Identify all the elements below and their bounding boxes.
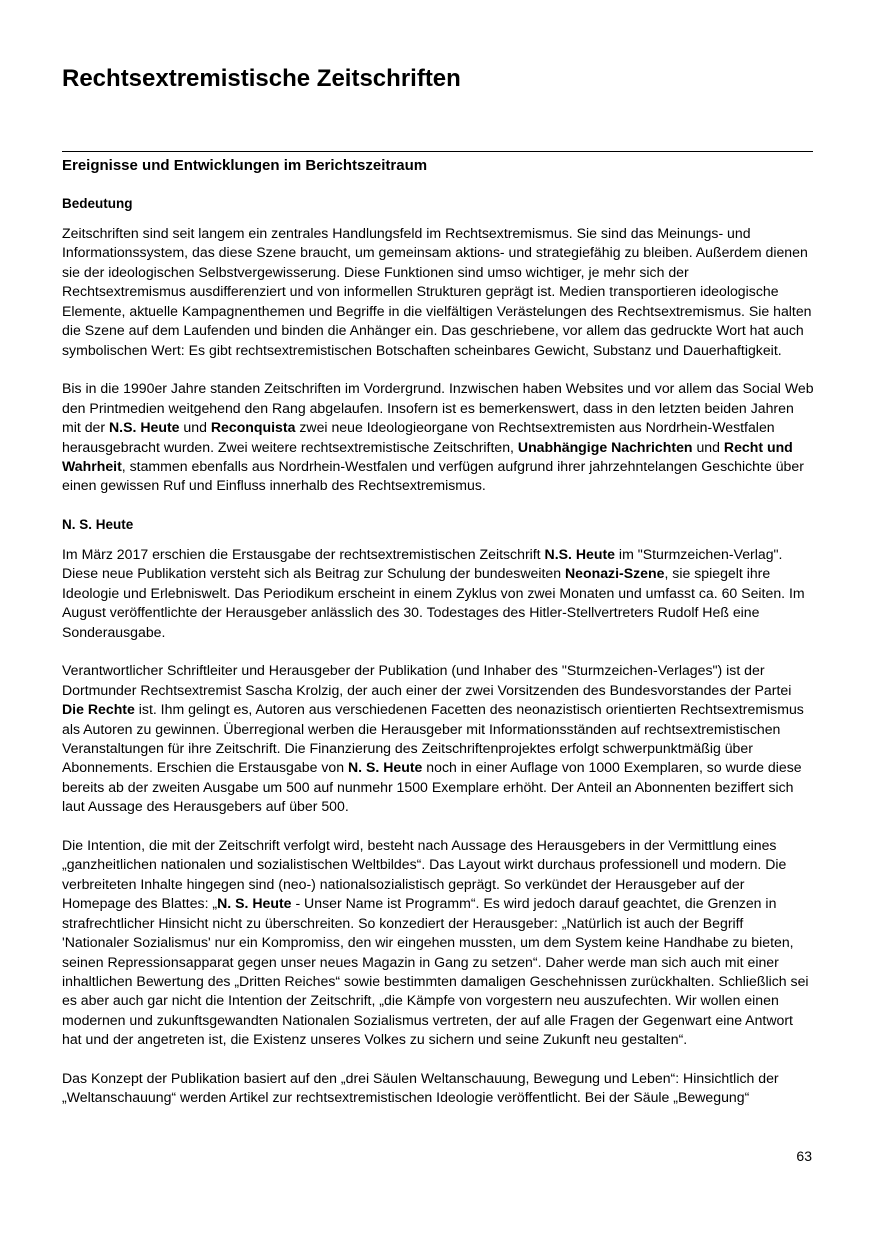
text-run: Bis in die 1990er Jahre standen Zeitschriften im Vordergrund. Inzwischen haben Websites und vor allem das Social Web den Printmedien weitgehend den Rang abgelaufen. Insofern ist es bemerkenswert, dass in den letzten beiden Jahren mit der [62,380,814,436]
document-body [62,194,814,1127]
text-run: und [692,438,724,455]
emphasized-term: N.S. Heute [109,419,180,436]
text-run: noch in einer Auflage von 1000 Exemplaren, so wurde diese bereits ab der zweiten Ausgabe um 500 auf nunmehr 1500 Exemplare erhöht. Der Anteil an Abonnenten beziffert sich laut Aussage des Herausgebers auf über 500. [62,759,802,815]
emphasized-term: Reconquista [210,419,296,436]
emphasized-term: N.S. Heute [544,545,616,562]
paragraph [62,836,814,1050]
text-run: im "Sturmzeichen-Verlag". Diese neue Publikation versteht sich als Beitrag zur Schulung der bundesweiten [62,545,783,582]
paragraph [62,661,814,817]
text-run: - Unser Name ist Programm“. Es wird jedoch darauf geachtet, die Grenzen in strafrechtlicher Hinsicht nicht zu überschreiten. So konzediert der Herausgeber: „Natürlich ist auch der Begriff 'Nationaler Sozialismus' nur ein Kompromiss, den wir eingehen mussten, um dem System keine Handhabe zu bieten, seinen Repressionsapparat gegen unser neues Magazin in Gang zu setzen“. Daher werde man sich auch mit einer inhaltlichen Bewertung des „Dritten Reiches“ sowie bestimmten damaligen Geschehnissen zurückhalten. Schließlich sei es aber auch gar nicht die Intention der Zeitschrift, „die Kämpfe von vorgestern neu auszufechten. Wir wollen einen modernen und zukunftsgewandten Nationalen Sozialismus vertreten, der auf alle Fragen der Gegenwart eine Antwort hat und der angetreten ist, die Existenz unseres Volkes zu sichern und seine Zukunft neu gestalten“. [62,895,809,1048]
emphasized-term: N. S. Heute [217,895,292,912]
page-title: Rechtsextremistische Zeitschriften [62,65,461,92]
emphasized-term: Neonazi-Szene [564,565,665,582]
heading-divider [62,151,813,152]
text-run: Das Konzept der Publikation basiert auf den „drei Säulen Weltanschauung, Bewegung und Leben“: Hinsichtlich der „Weltanschauung“ werden Artikel zur rechtsextremistischen Ideologie veröffentlicht. Bei der Säule „Bewegung“ [62,1069,779,1106]
emphasized-term: Recht und Wahrheit [62,438,793,474]
text-run: Verantwortlicher Schriftleiter und Herausgeber der Publikation (und Inhaber des "Sturmzeichen-Verlages") ist der Dortmunder Rechtsextremist Sascha Krolzig, der auch einer der zwei Vorsitzenden des Bundesvorstandes der Partei [62,662,792,698]
paragraph [62,1069,814,1108]
subheading: N. S. Heute [62,516,134,532]
text-run: , stammen ebenfalls aus Nordrhein-Westfalen und verfügen aufgrund ihrer jahrzehntelangen Geschichte über einen gewissen Ruf und Einfluss innerhalb des Rechtsextremismus. [62,457,804,494]
text-run: ist. Ihm gelingt es, Autoren aus verschiedenen Facetten des neonazistisch orientierten Rechtsextremismus als Autoren zu gewinnen. Überregional werben die Herausgeber mit Informationsständen auf rechtsextremistischen Veranstaltungen für ihre Zeitschrift. Die Finanzierung des Zeitschriftenprojektes erfolgt schwerpunktmäßig über Abonnements. Erschien die Erstausgabe von [62,701,804,776]
text-run: Die Intention, die mit der Zeitschrift verfolgt wird, besteht nach Aussage des Herausgebers in der Vermittlung eines „ganzheitlichen nationalen und sozialistischen Weltbildes“. Das Layout wirkt durchaus professionell und modern. Die verbreiteten Inhalte hingegen sind (neo-) nationalsozialistisch geprägt. So verkündet der Herausgeber auf der Homepage des Blattes: „ [62,836,787,912]
text-run: Im März 2017 erschien die Erstausgabe der rechtsextremistischen Zeitschrift [62,545,545,562]
subheading: Bedeutung [62,196,133,211]
emphasized-term: N. S. Heute [347,759,423,776]
paragraph [62,545,814,642]
text-run: Zeitschriften sind seit langem ein zentrales Handlungsfeld im Rechtsextremismus. Sie sind das Meinungs- und Informationssystem, das diese Szene braucht, um gemeinsam aktions- und strategiefähig zu bleiben. Außerdem dienen sie der ideologischen Selbstvergewisserung. Diese Funktionen sind umso wichtiger, je mehr sich der Rechtsextremismus ausdifferenziert und von informellen Strukturen geprägt ist. Medien transportieren ideologische Elemente, aktuelle Kampagnenthemen und Begriffe in die vielfältigen Verästelungen des Rechtsextremismus. Sie halten die Szene auf dem Laufenden und binden die Anhänger ein. Das geschriebene, vor allem das gedruckte Wort hat auch symbolischen Wert: Es gibt rechtsextremistischen Botschaften scheinbares Gewicht, Substanz und Dauerhaftigkeit. [62,225,812,358]
page-number: 63 [796,1148,812,1164]
text-run: , sie spiegelt ihre Ideologie und Erlebniswelt. Das Periodikum erscheint in einem Zyklus von zwei Monaten und umfasst ca. 60 Seiten. Im August veröffentlichte der Herausgeber anlässlich des 30. Todestages des Hitler-Stellvertreters Rudolf Heß eine Sonderausgabe. [62,565,805,640]
emphasized-term: Die Rechte [62,701,135,718]
paragraph [62,379,814,496]
emphasized-term: Unabhängige Nachrichten [517,438,693,455]
text-run: und [179,419,211,436]
paragraph [62,224,814,360]
section-heading: Ereignisse und Entwicklungen im Berichtszeitraum [62,157,428,174]
text-run: zwei neue Ideologieorgane von Rechtsextremisten aus Nordrhein-Westfalen herausgebracht wurden. Zwei weitere rechtsextremistische Zeitschriften, [62,419,775,455]
